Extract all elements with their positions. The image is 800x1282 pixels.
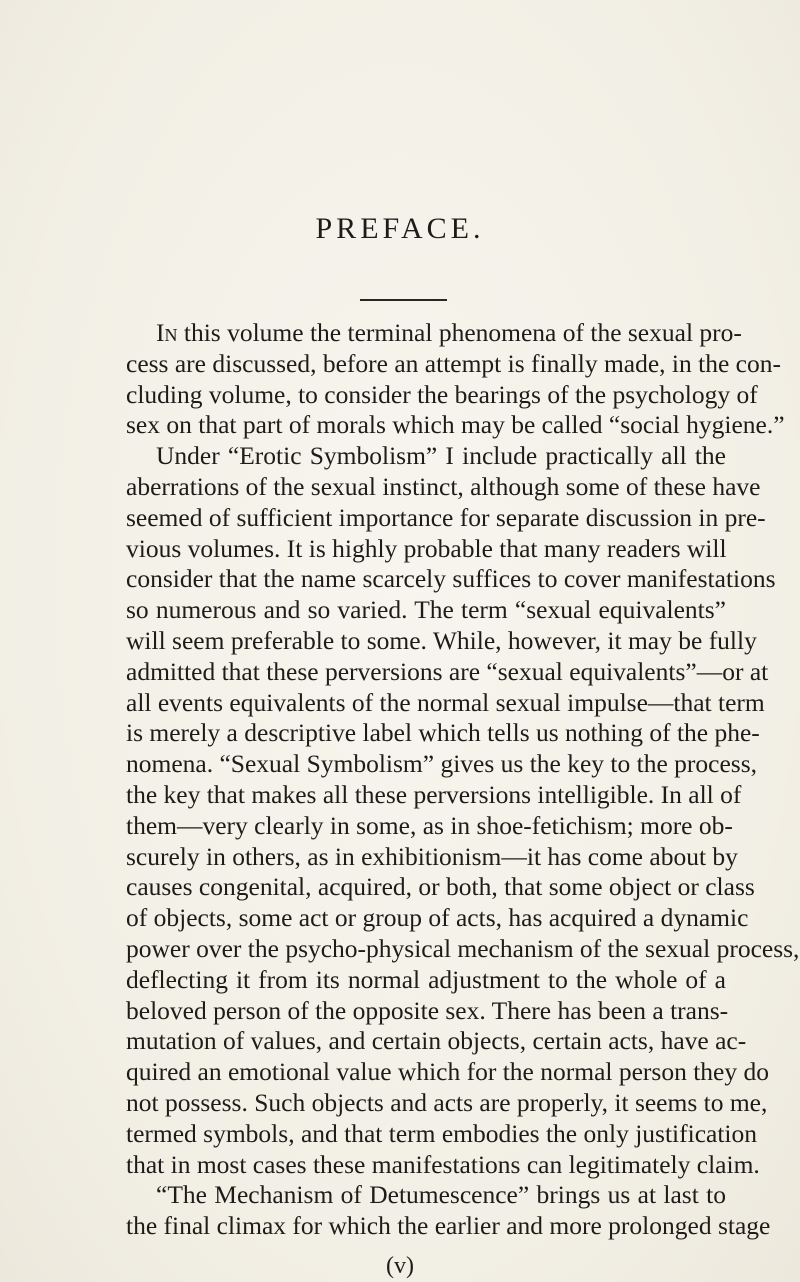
preface-paragraph <box>126 318 800 1242</box>
text-line: power over the psycho-physical mechanism of the sexual process, <box>126 933 800 963</box>
text-line: deflecting it from its normal adjustment to the whole of a <box>126 964 726 994</box>
text-line: admitted that these perversions are “sexual equivalents”—or at <box>126 656 769 686</box>
text-line: scurely in others, as in exhibitionism—it has come about by <box>126 841 738 871</box>
text-line: “The Mechanism of Detumescence” brings us at last to <box>156 1180 726 1210</box>
text-line: aberrations of the sexual instinct, although some of these have <box>126 471 761 501</box>
text-line: sex on that part of morals which may be called “social hygiene.” <box>126 410 785 440</box>
text-line: vious volumes. It is highly probable that many readers will <box>126 533 727 563</box>
text-line: In this volume the terminal phenomena of the sexual pro- <box>156 318 742 347</box>
text-line: so numerous and so varied. The term “sexual equivalents” <box>126 595 726 625</box>
page-number: (v) <box>386 1253 414 1279</box>
text-line: Under “Erotic Symbolism” I include practically all the <box>156 441 726 471</box>
text-line: termed symbols, and that term embodies the only justification <box>126 1118 758 1148</box>
text-line: beloved person of the opposite sex. There has been a trans- <box>126 995 729 1025</box>
text-line: will seem preferable to some. While, however, it may be fully <box>126 625 757 655</box>
text-line: mutation of values, and certain objects, certain acts, have ac- <box>126 1026 747 1056</box>
text-line: cess are discussed, before an attempt is finally made, in the con- <box>126 348 781 378</box>
heading-rule <box>360 299 447 301</box>
text-line: causes congenital, acquired, or both, that some object or class <box>126 872 755 902</box>
text-line: the final climax for which the earlier and more prolonged stage <box>126 1211 771 1241</box>
text-line: seemed of sufficient importance for separate discussion in pre- <box>126 502 766 532</box>
text-line: quired an emotional value which for the normal person they do <box>126 1057 769 1087</box>
text-line: all events equivalents of the normal sexual impulse—that term <box>126 687 765 717</box>
text-line: the key that makes all these perversions intelligible. In all of <box>126 779 742 809</box>
text-line: is merely a descriptive label which tells us nothing of the phe- <box>126 718 760 748</box>
text-line: not possess. Such objects and acts are properly, it seems to me, <box>126 1087 768 1117</box>
text-line: of objects, some act or group of acts, has acquired a dynamic <box>126 903 749 933</box>
opening-word: In <box>156 318 178 347</box>
text-line: that in most cases these manifestations can legitimately claim. <box>126 1149 760 1179</box>
text-line: consider that the name scarcely suffices to cover manifestations <box>126 564 776 594</box>
text-line: nomena. “Sexual Symbolism” gives us the key to the process, <box>126 749 758 779</box>
text-line: cluding volume, to consider the bearings of the psychology of <box>126 379 758 409</box>
text-line: them—very clearly in some, as in shoe-fetichism; more ob- <box>126 810 733 840</box>
preface-heading: PREFACE. <box>315 212 485 245</box>
